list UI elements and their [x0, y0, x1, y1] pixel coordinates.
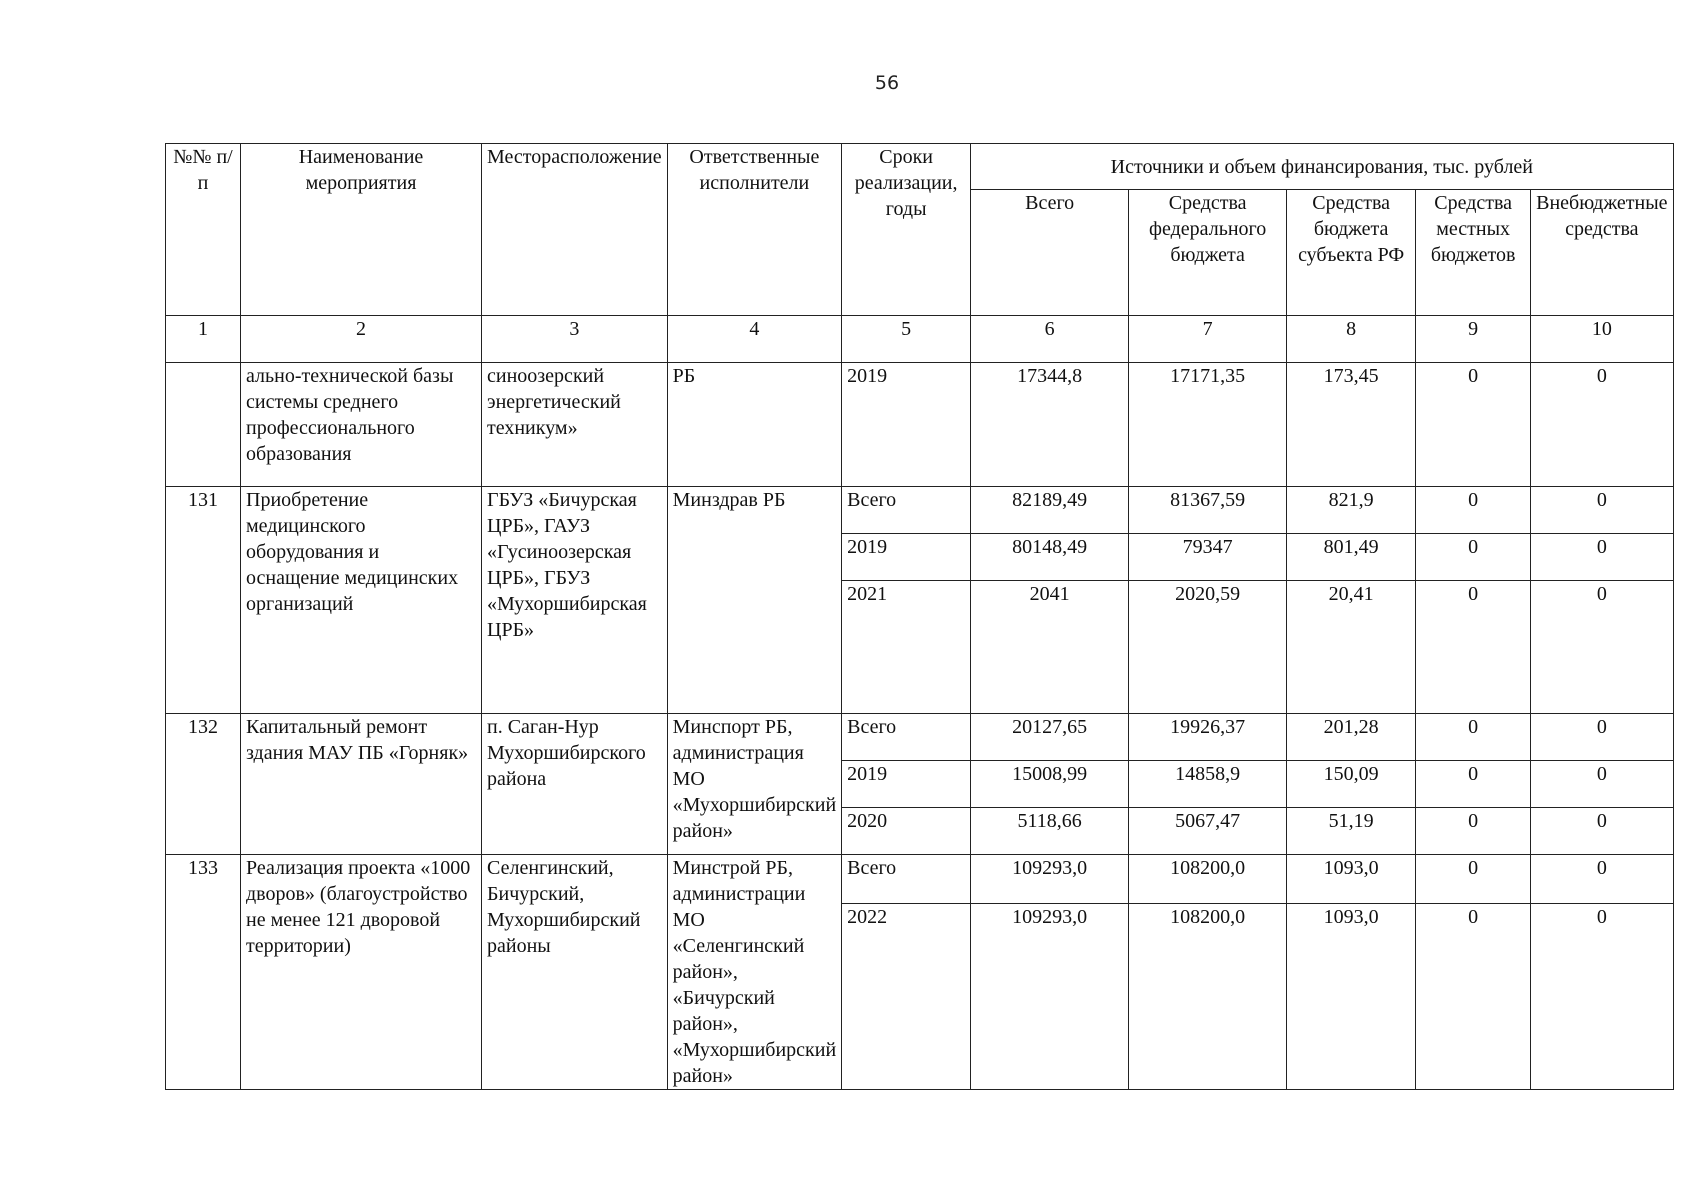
- period: 2019: [842, 534, 971, 581]
- period: 2019: [842, 761, 971, 808]
- total-value: 82189,49: [971, 487, 1129, 534]
- header-extra: Внебюджетные средства: [1531, 190, 1673, 316]
- column-number: 3: [482, 316, 668, 363]
- table-row: [166, 855, 1674, 904]
- responsible: Минспорт РБ, администрация МО «Мухоршибирский район»: [667, 714, 842, 855]
- regional-value: 51,19: [1287, 808, 1416, 855]
- header-name: Наименование мероприятия: [241, 144, 482, 316]
- federal-value: 5067,47: [1129, 808, 1287, 855]
- column-number: 1: [166, 316, 241, 363]
- regional-value: 1093,0: [1287, 855, 1416, 904]
- location: п. Саган-Нур Мухоршибирского района: [482, 714, 668, 855]
- column-number: 6: [971, 316, 1129, 363]
- column-number: 7: [1129, 316, 1287, 363]
- extra-value: 0: [1531, 714, 1673, 761]
- column-number: 10: [1531, 316, 1673, 363]
- local-value: 0: [1416, 855, 1531, 904]
- extra-value: 0: [1531, 761, 1673, 808]
- activity-name: Капитальный ремонт здания МАУ ПБ «Горняк»: [241, 714, 482, 855]
- total-value: 2041: [971, 581, 1129, 714]
- federal-value: 108200,0: [1129, 903, 1287, 1089]
- period: Всего: [842, 714, 971, 761]
- period: 2019: [842, 363, 971, 487]
- local-value: 0: [1416, 487, 1531, 534]
- column-number: 4: [667, 316, 842, 363]
- regional-value: 150,09: [1287, 761, 1416, 808]
- period: 2020: [842, 808, 971, 855]
- federal-value: 79347: [1129, 534, 1287, 581]
- local-value: 0: [1416, 808, 1531, 855]
- location: ГБУЗ «Бичурская ЦРБ», ГАУЗ «Гусиноозерская ЦРБ», ГБУЗ «Мухоршибирская ЦРБ»: [482, 487, 668, 714]
- header-regional: Средства бюджета субъекта РФ: [1287, 190, 1416, 316]
- local-value: 0: [1416, 581, 1531, 714]
- period: 2022: [842, 903, 971, 1089]
- responsible: Минздрав РБ: [667, 487, 842, 714]
- activity-name: Приобретение медицинского оборудования и оснащение медицинских организаций: [241, 487, 482, 714]
- federal-value: 14858,9: [1129, 761, 1287, 808]
- table-row: [166, 487, 1674, 534]
- financing-table: [165, 143, 1674, 1090]
- header-federal: Средства федерального бюджета: [1129, 190, 1287, 316]
- column-number: 2: [241, 316, 482, 363]
- regional-value: 1093,0: [1287, 903, 1416, 1089]
- header-sources: Источники и объем финансирования, тыс. рублей: [971, 144, 1673, 190]
- header-number: №№ п/п: [166, 144, 241, 316]
- local-value: 0: [1416, 761, 1531, 808]
- regional-value: 20,41: [1287, 581, 1416, 714]
- regional-value: 801,49: [1287, 534, 1416, 581]
- location: синоозерский энергетический техникум»: [482, 363, 668, 487]
- federal-value: 17171,35: [1129, 363, 1287, 487]
- local-value: 0: [1416, 363, 1531, 487]
- total-value: 80148,49: [971, 534, 1129, 581]
- extra-value: 0: [1531, 903, 1673, 1089]
- federal-value: 108200,0: [1129, 855, 1287, 904]
- header-period: Сроки реализации, годы: [842, 144, 971, 316]
- location: Селенгинский, Бичурский, Мухоршибирский районы: [482, 855, 668, 1090]
- table-row: [166, 363, 1674, 487]
- header-local: Средства местных бюджетов: [1416, 190, 1531, 316]
- extra-value: 0: [1531, 808, 1673, 855]
- total-value: 20127,65: [971, 714, 1129, 761]
- extra-value: 0: [1531, 487, 1673, 534]
- federal-value: 2020,59: [1129, 581, 1287, 714]
- extra-value: 0: [1531, 855, 1673, 904]
- period: Всего: [842, 855, 971, 904]
- header-row: [166, 144, 1674, 190]
- total-value: 109293,0: [971, 903, 1129, 1089]
- regional-value: 821,9: [1287, 487, 1416, 534]
- local-value: 0: [1416, 903, 1531, 1089]
- row-number: 131: [166, 487, 241, 714]
- header-location: Месторасположение: [482, 144, 668, 316]
- local-value: 0: [1416, 534, 1531, 581]
- total-value: 17344,8: [971, 363, 1129, 487]
- extra-value: 0: [1531, 581, 1673, 714]
- regional-value: 173,45: [1287, 363, 1416, 487]
- total-value: 5118,66: [971, 808, 1129, 855]
- activity-name: Реализация проекта «1000 дворов» (благоустройство не менее 121 дворовой территории): [241, 855, 482, 1090]
- column-number: 8: [1287, 316, 1416, 363]
- column-number-row: [166, 316, 1674, 363]
- extra-value: 0: [1531, 534, 1673, 581]
- federal-value: 19926,37: [1129, 714, 1287, 761]
- column-number: 5: [842, 316, 971, 363]
- row-number: 132: [166, 714, 241, 855]
- column-number: 9: [1416, 316, 1531, 363]
- responsible: РБ: [667, 363, 842, 487]
- period: 2021: [842, 581, 971, 714]
- page-number: 56: [874, 72, 900, 94]
- header-responsible: Ответственные исполнители: [667, 144, 842, 316]
- header-total: Всего: [971, 190, 1129, 316]
- row-number: [166, 363, 241, 487]
- extra-value: 0: [1531, 363, 1673, 487]
- period: Всего: [842, 487, 971, 534]
- local-value: 0: [1416, 714, 1531, 761]
- federal-value: 81367,59: [1129, 487, 1287, 534]
- total-value: 15008,99: [971, 761, 1129, 808]
- regional-value: 201,28: [1287, 714, 1416, 761]
- activity-name: ально-технической базы системы среднего профессионального образования: [241, 363, 482, 487]
- responsible: Минстрой РБ, администрации МО «Селенгинский район», «Бичурский район», «Мухоршибирский район»: [667, 855, 842, 1090]
- total-value: 109293,0: [971, 855, 1129, 904]
- row-number: 133: [166, 855, 241, 1090]
- table-row: [166, 714, 1674, 761]
